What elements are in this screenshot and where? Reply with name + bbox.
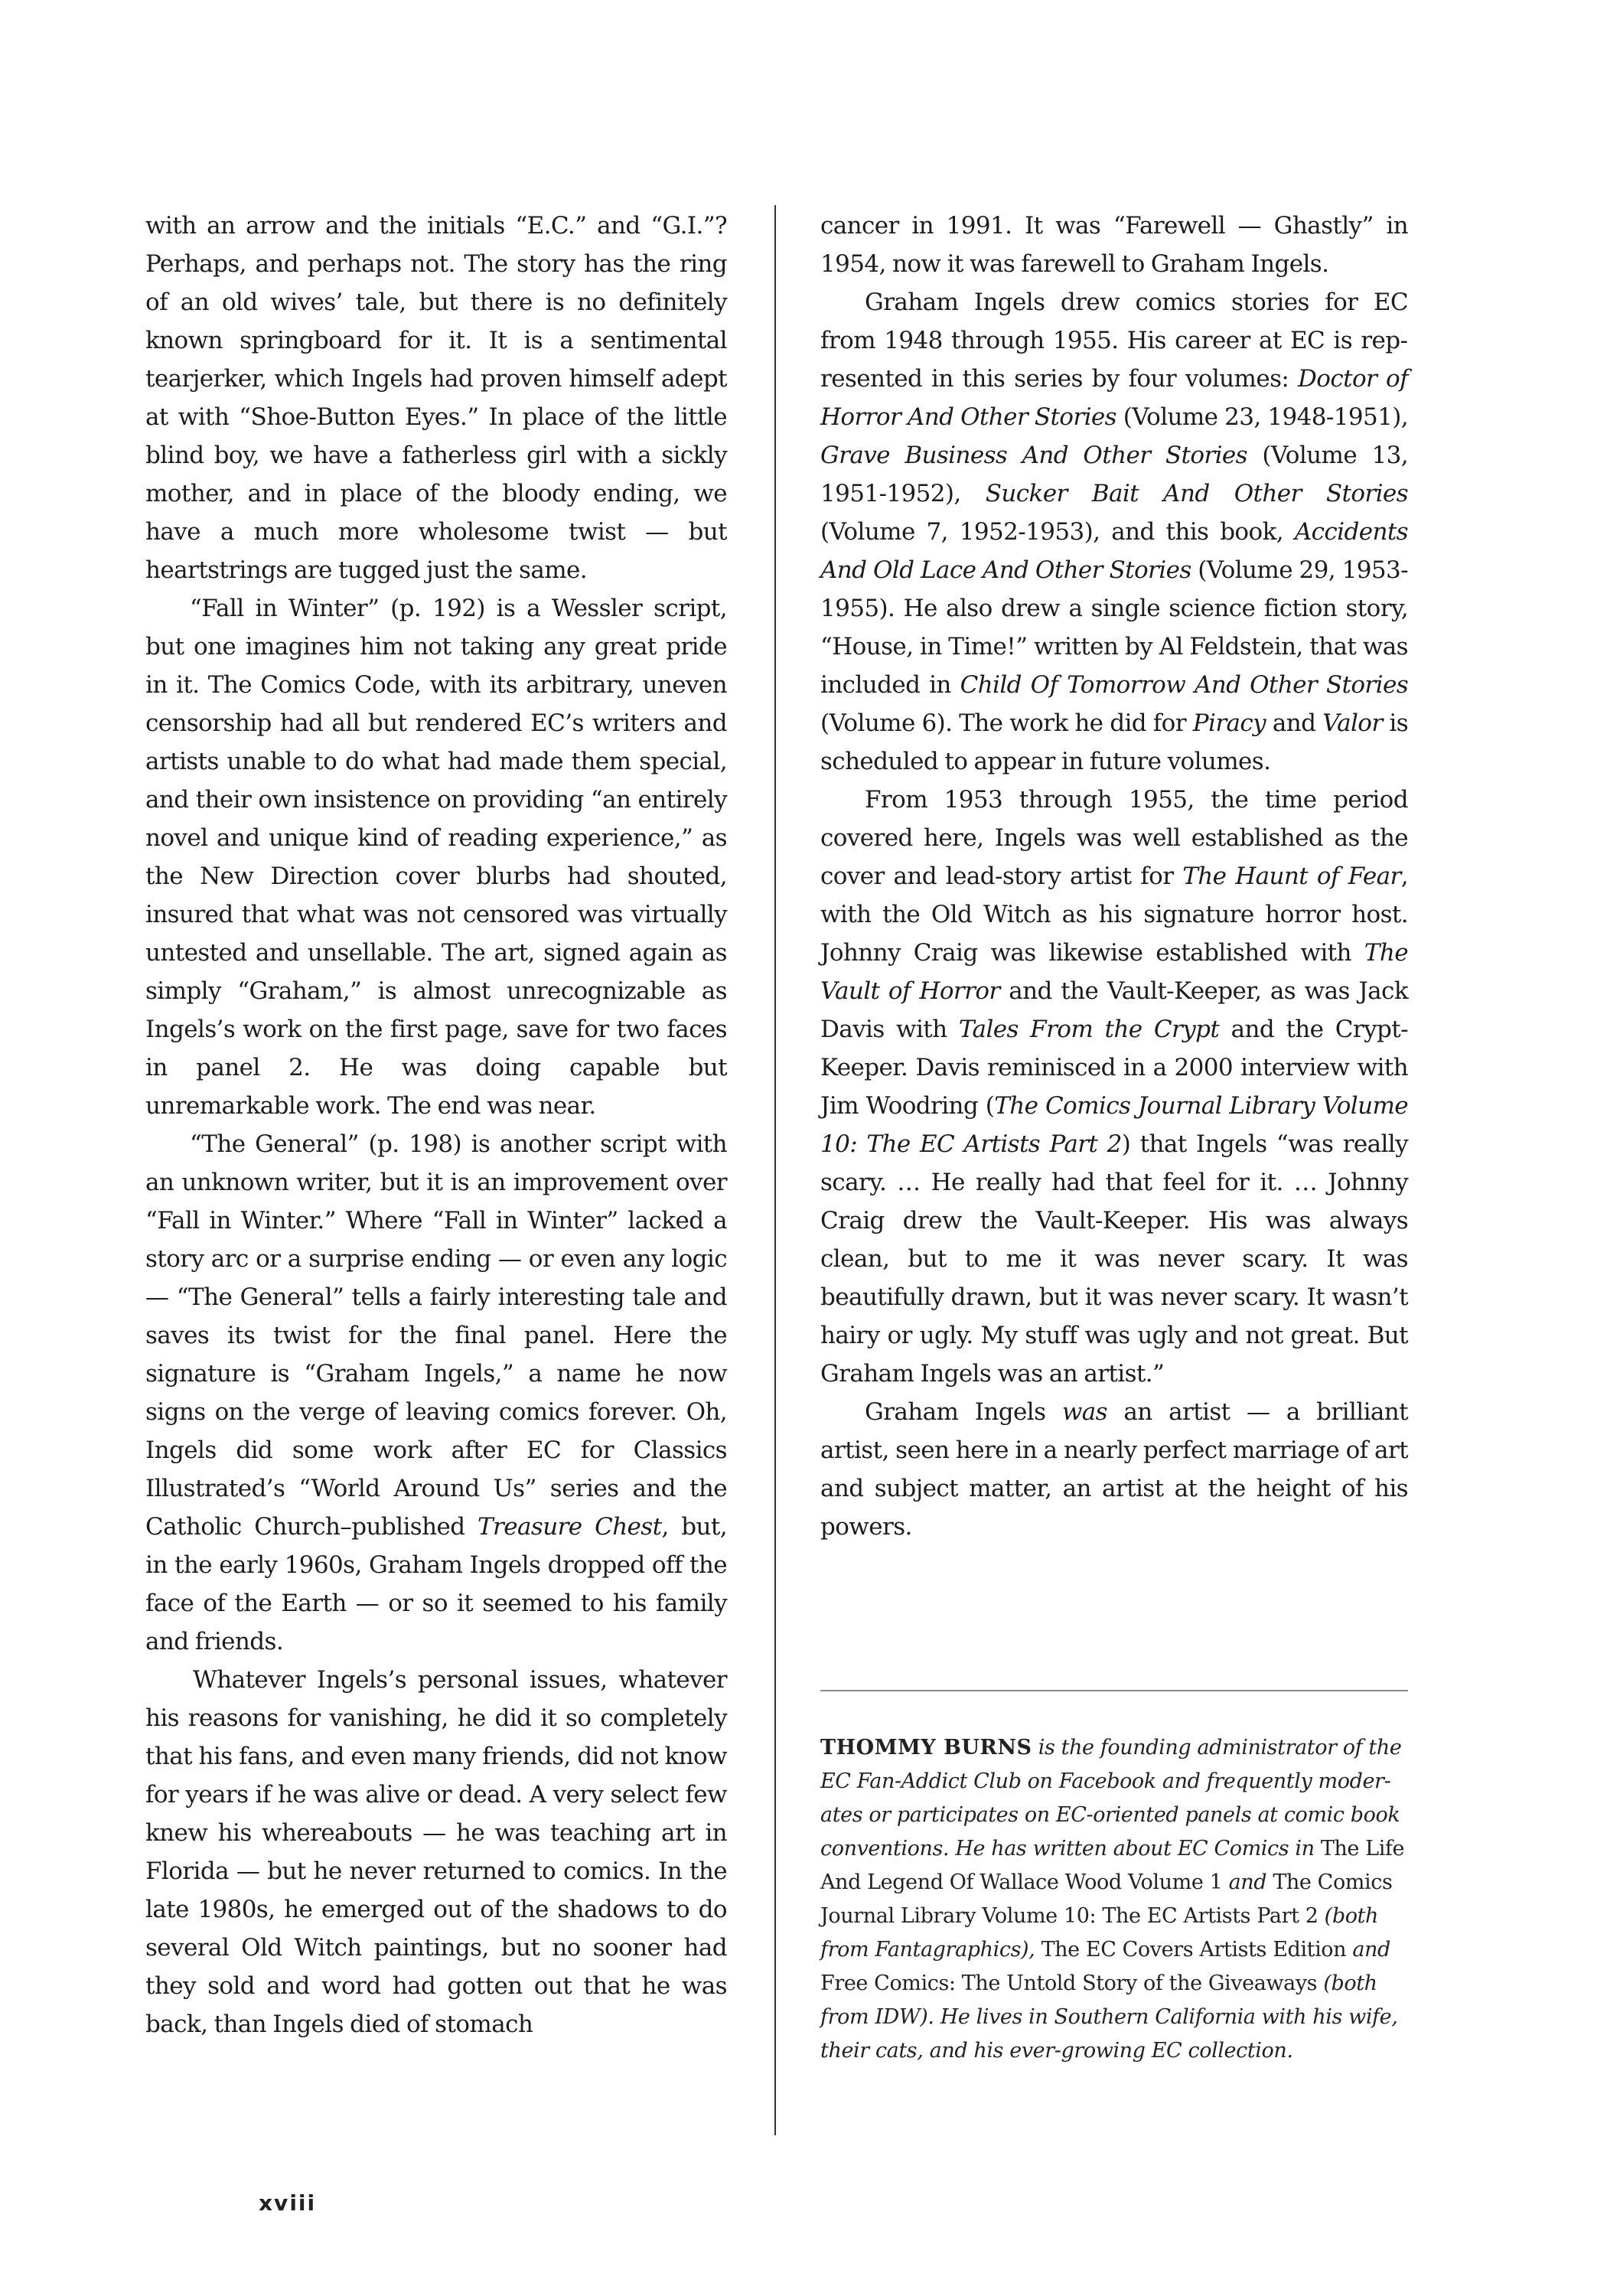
paragraph-right-3: From 1953 through 1955, the time period covered here, Ingels was well established as the cover and lead-story artist for The Haunt of Fear, with the Old Witch as his signature horror host. Johnny Craig was likewise established with The Vault of Horror and the Vault-Keeper, as was Jack Davis with Tales From the Crypt and the Crypt-Keeper. Davis reminisced in a 2000 interview with Jim Woodring (The Comics Journal Library Volume 10: The EC Artists Part 2) that Ingels “was really scary. … He really had that feel for it. … Johnny Craig drew the Vault-Keeper. His was always clean, but to me it was never scary. It was beautifully drawn, but it was never scary. It wasn’t hairy or ugly. My stuff was ugly and not great. But Graham Ingels was an artist.”: [820, 786, 1409, 1388]
paragraph-left-1: with an arrow and the initials “E.C.” and “G.I.”? Perhaps, and perhaps not. The story has the ring of an old wives’ tale, but there is no definitely known springboard for it. It is a sentimental tearjerker, which Ingels had proven himself adept at with “Shoe-Button Eyes.” In place of the little blind boy, we have a fatherless girl with a sickly mother, and in place of the bloody ending, we have a much more wholesome twist — but heartstrings are tugged just the same.: [145, 212, 727, 584]
left-text-column: [145, 207, 727, 2043]
author-name: THOMMY BURNS: [820, 1736, 1032, 1760]
paragraph-right-4: Graham Ingels was an artist — a brilliant artist, seen here in a nearly perfect marriage of art and subject matter, an artist at the height of his powers.: [820, 1398, 1408, 1541]
column-divider: [774, 205, 776, 2135]
paragraph-left-2: “Fall in Winter” (p. 192) is a Wessler script, but one imagines him not taking any great pride in it. The Comics Code, with its arbitrary, uneven censorship had all but rendered EC’s writers and artists unable to do what had made them special, and their own insistence on providing “an entirely novel and unique kind of reading experience,” as the New Direction cover blurbs had shouted, insured that what was not censored was virtually untested and unsellable. The art, signed again as simply “Graham,” is almost unrecognizable as Ingels’s work on the first page, save for two faces in panel 2. He was doing capable but unremarkable work. The end was near.: [145, 595, 727, 1120]
paragraph-right-2: Graham Ingels drew comics stories for EC from 1948 through 1955. His career at EC is represented in this series by four volumes: Doctor of Horror And Other Stories (Volume 23, 1948-1951), Grave Business And Other Stories (Volume 13, 1951-1952), Sucker Bait And Other Stories (Volume 7, 1952-1953), and this book, Accidents And Old Lace And Other Stories (Volume 29, 1953-1955). He also drew a single science fiction story, “House, in Time!” written by Al Feldstein, that was included in Child Of Tomorrow And Other Stories (Volume 6). The work he did for Piracy and Valor is scheduled to appear in future volumes.: [820, 289, 1409, 775]
paragraph-right-1: cancer in 1991. It was “Farewell — Ghastly” in 1954, now it was farewell to Graham Ingels.: [820, 212, 1408, 278]
page-number: xviii: [259, 2190, 317, 2216]
author-bio: THOMMY BURNS is the founding administrator of the EC Fan-Addict Club on Facebook and frequently moderates or participates on EC-oriented panels at comic book conventions. He has written about EC Comics in The Life And Legend Of Wallace Wood Volume 1 and The Comics Journal Library Volume 10: The EC Artists Part 2 (both from Fantagraphics), The EC Covers Artists Edition and Free Comics: The Untold Story of the Giveaways (both from IDW). He lives in Southern California with his wife, their cats, and his ever-growing EC collection.: [820, 1736, 1405, 2063]
bio-separator-rule: [820, 1690, 1408, 1691]
paragraph-left-3: “The General” (p. 198) is another script with an unknown writer, but it is an improvement over “Fall in Winter.” Where “Fall in Winter” lacked a story arc or a surprise ending — or even any logic — “The General” tells a fairly interesting tale and saves its twist for the final panel. Here the signature is “Graham Ingels,” a name he now signs on the verge of leaving comics forever. Oh, Ingels did some work after EC for Classics Illustrated’s “World Around Us” series and the Catholic Church–published Treasure Chest, but, in the early 1960s, Graham Ingels dropped off the face of the Earth — or so it seemed to his family and friends.: [145, 1130, 727, 1655]
right-text-column: [820, 207, 1408, 1546]
paragraph-left-4: Whatever Ingels’s personal issues, whatever his reasons for vanishing, he did it so completely that his fans, and even many friends, did not know for years if he was alive or dead. A very select few knew his whereabouts — he was teaching art in Florida — but he never returned to comics. In the late 1980s, he emerged out of the shadows to do several Old Witch paintings, but no sooner had they sold and word had gotten out that he was back, than Ingels died of stomach: [145, 1666, 727, 2038]
